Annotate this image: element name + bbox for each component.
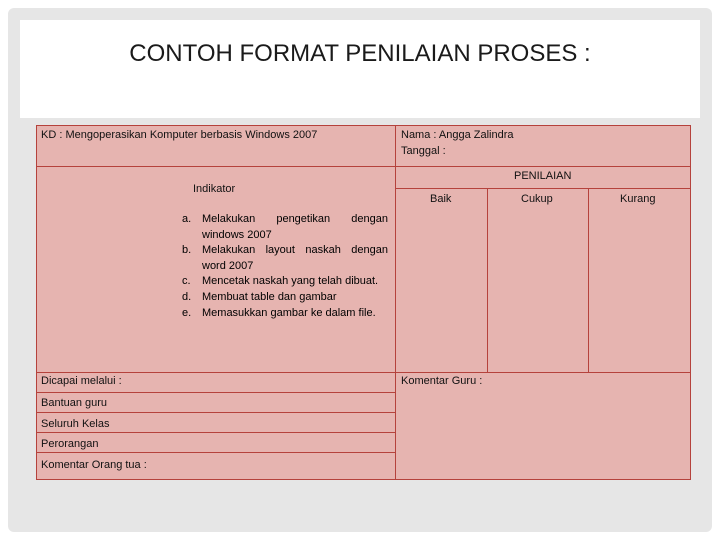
penilaian-col-baik: Baik bbox=[430, 193, 452, 205]
penilaian-col-cukup: Cukup bbox=[521, 193, 553, 205]
col-divider-2 bbox=[588, 188, 589, 373]
option-row bbox=[36, 412, 396, 433]
indicator-item-cont: windows 2007 bbox=[202, 228, 272, 241]
page-title: CONTOH FORMAT PENILAIAN PROSES : bbox=[129, 40, 591, 67]
indicator-item: a. Melakukan pengetikan dengan bbox=[182, 213, 388, 225]
indicator-item: b. Melakukan layout naskah dengan bbox=[182, 244, 388, 257]
tanggal-text: Tanggal : bbox=[401, 145, 446, 157]
komentar-ortu-cell bbox=[36, 452, 396, 480]
komentar-ortu-label: Komentar Orang tua : bbox=[41, 459, 147, 471]
penilaian-col-kurang: Kurang bbox=[620, 193, 656, 205]
option-bantuan-guru: Bantuan guru bbox=[41, 397, 108, 409]
col-divider-1 bbox=[487, 188, 488, 373]
indicator-item: d. Membuat table dan gambar bbox=[182, 290, 337, 303]
nama-text: Nama : Angga Zalindra bbox=[401, 129, 514, 141]
kd-cell bbox=[36, 125, 396, 167]
identity-cell bbox=[395, 125, 691, 167]
komentar-guru-label: Komentar Guru : bbox=[401, 375, 483, 387]
indikator-header: Indikator bbox=[193, 183, 236, 195]
indicator-item-cont: word 2007 bbox=[202, 259, 254, 272]
dicapai-label: Dicapai melalui : bbox=[41, 375, 122, 387]
indicator-item: e. Memasukkan gambar ke dalam file. bbox=[182, 306, 376, 319]
indicator-item: c. Mencetak naskah yang telah dibuat. bbox=[182, 275, 379, 288]
title-band bbox=[20, 20, 700, 118]
komentar-guru-cell bbox=[395, 372, 691, 480]
penilaian-cell bbox=[395, 166, 691, 373]
option-perorangan: Perorangan bbox=[41, 438, 99, 450]
dicapai-cell bbox=[36, 372, 396, 393]
penilaian-header: PENILAIAN bbox=[514, 170, 572, 182]
option-row bbox=[36, 432, 396, 453]
option-row bbox=[36, 392, 396, 413]
penilaian-header-divider bbox=[395, 188, 691, 189]
option-seluruh-kelas: Seluruh Kelas bbox=[41, 418, 110, 430]
indicator-list bbox=[182, 212, 388, 321]
kd-text: KD : Mengoperasikan Komputer berbasis Windows 2007 bbox=[41, 129, 318, 141]
